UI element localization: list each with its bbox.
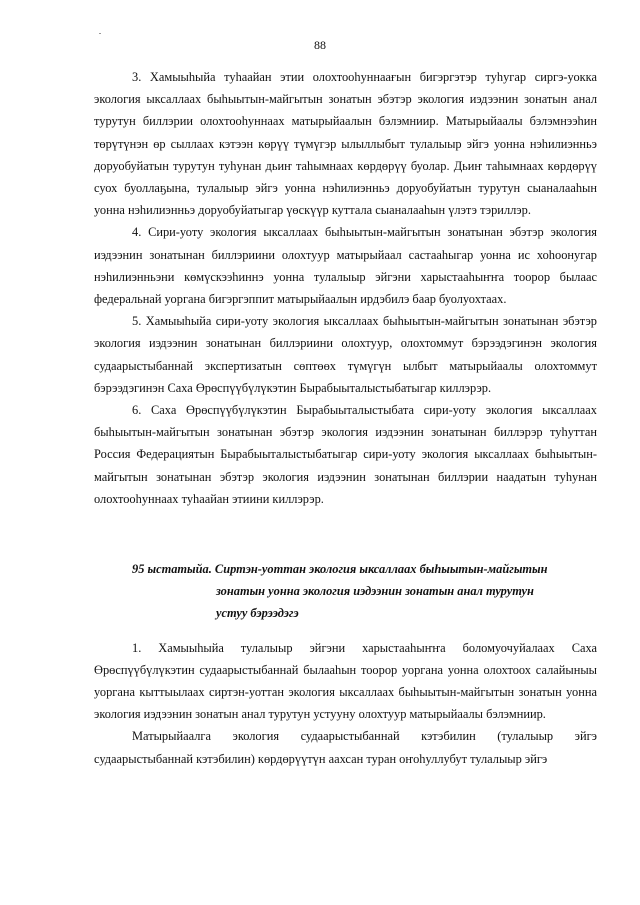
article-heading-line-2: зонатын уонна экология иэдээнин зонатын анал турутун <box>216 584 534 599</box>
paragraph-4: 4. Сири-уоту экология ыксаллаах быһыытын-майгытын зонатынан эбэтэр экология иэдээнин зонатынан биллэриини олохтуур матырыйаал састааһыгар уонна ис хоһоонугар нэһилиэнньэни көмүскээһиннэ уонна тулалыыр эйгэни харыстааһыҥҥа тоорор былаас федеральнай уоргана бигэргэппит матырыйаалын ирдэбилэ баар буолуохтаах. <box>94 225 597 307</box>
article-heading <box>94 558 597 625</box>
paragraph-5: 5. Хамыыһыйа сири-уоту экология ыксаллаах быһыытын-майгытын зонатынан эбэтэр экология иэдээнин зонатынан биллэриини олохтуур, олохтоммут бэрээдэгинэн экология судаарыстыбаннай экспертизатын сөптөөх түмүгүн ылбыт матырыйаалы олохтоммут бэрээдэгинэн Саха Өрөспүүбүлүкэтин Бырабыыталыстыбатыгар киллэрэр. <box>94 314 597 395</box>
paragraph-3: 3. Хамыыһыйа туһаайан этии олохтооһуннаағын бигэргэтэр туһугар сиргэ-уокка экология ыксаллаах быһыытын-майгытын зонатын эбэтэр экология иэдээнин зонатын анал турутун биллэрии олохтооһуннаах матырыйаалын бэлэмниир. Матырыйаалы бэлэмнээһин төрүтүнэн өр сыллаах кэтээн көрүү түмүгэр ылыллыбыт тулалыыр эйгэ уонна нэһилиэнньэ доруобуйатын турутун туһунан дьиҥ таһымнаах көрдөрүү буолар. Дьиҥ таһымнаах көрдөрүү суох буоллаҕына, тулалыыр эйгэ уонна нэһилиэнньэ доруобуйатын турутун сыаналааһын уонна нэһилиэнньэ доруобуйатыгар үөскүүр куттала сыаналааһын үлэтэ тэриллэр. <box>94 70 597 218</box>
article-heading-line-3: устуу бэрээдэгэ <box>216 606 299 621</box>
paragraph-6: 6. Саха Өрөспүүбүлүкэтин Бырабыыталыстыбата сири-уоту экология ыксаллаах быһыытын-майгытын зонатынан эбэтэр экология иэдээнин зонатынан биллэрэр туһуттан Россия Федерациятын Бырабыыталыстыбатыгар сири-уоту экология ыксаллаах быһыытын-майгытын зонатынан эбэтэр экология иэдээнин зонатынан биллэрии наадатын туһунан олохтооһуннаах туһаайан этиини киллэрэр. <box>94 403 597 506</box>
article-heading-line-1: 95 ыстатыйа. Сиртэн-уоттан экология ыксаллаах быһыытын-майгытын <box>132 562 548 577</box>
article-paragraph-2: Матырыйаалга экология судаарыстыбаннай кэтэбилин (тулалыыр эйгэ судаарыстыбаннай кэтэбилин) көрдөрүүтүн аахсан туран оҥоһуллубут тулалыыр эйгэ <box>94 729 597 766</box>
article-paragraph-1: 1. Хамыыһыйа тулалыыр эйгэни харыстааһыҥҥа боломуочуйалаах Саха Өрөспүүбүлүкэтин судаарыстыбаннай былааһын тоорор уоргана уонна олохтоох салайыныы уоргана кыттыылаах сиртэн-уоттан экология ыксаллаах быһыытын-майгытын зонатын уонна экология иэдээнин зонатын анал турутун устууну олохтуур матырыйаалы бэлэмниир. <box>94 640 597 722</box>
document-body <box>94 66 597 770</box>
scan-mark <box>99 33 101 34</box>
spacer <box>94 625 597 637</box>
page-number: 88 <box>314 38 326 52</box>
